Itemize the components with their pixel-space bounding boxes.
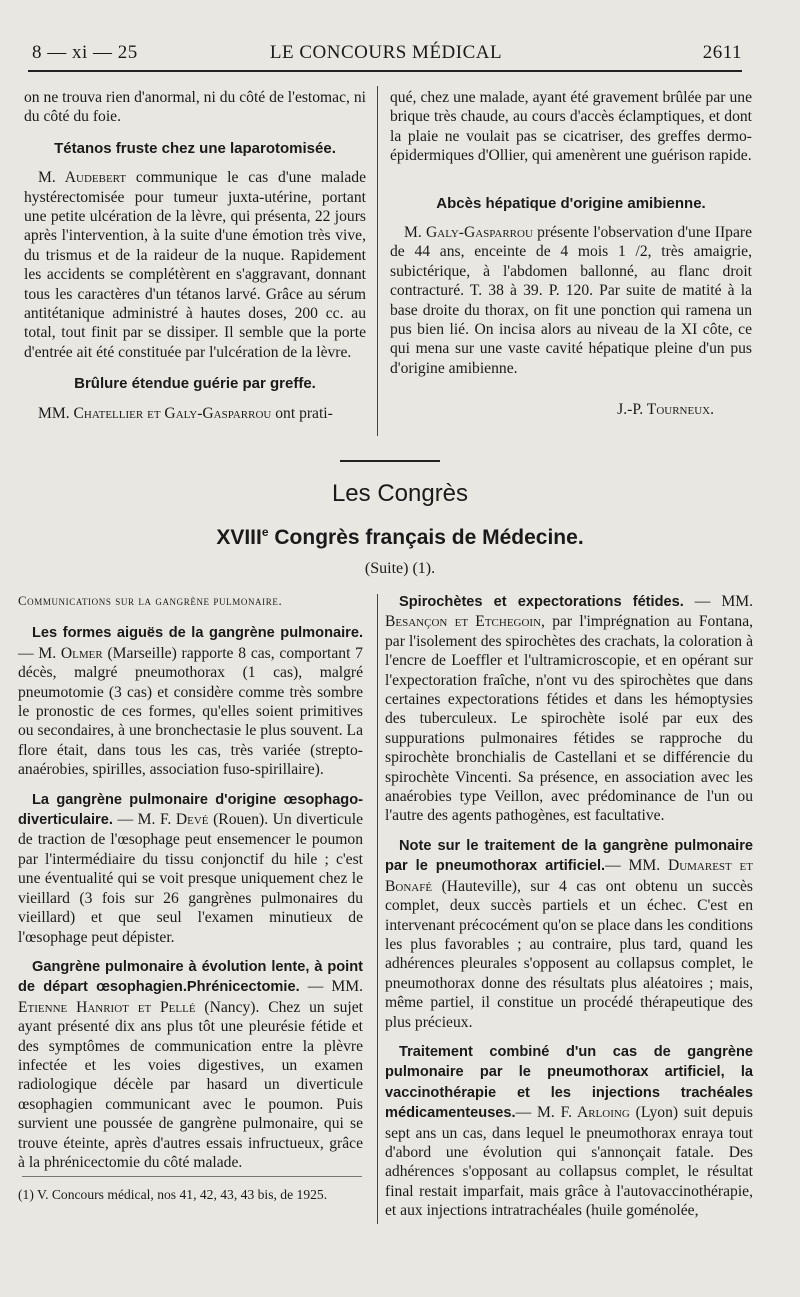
footnote-rule — [22, 1176, 362, 1177]
prefix: MM. — [38, 404, 74, 422]
paragraph-dumarest — [385, 836, 753, 1032]
column-divider-top — [377, 86, 378, 436]
footnote-text: (1) V. Concours médical, nos 41, 42, 43, 43 bis, de 1925. — [18, 1187, 328, 1202]
subtitle-text: Congrès français de Médecine. — [268, 526, 584, 549]
author-name: — M. F. Arloing — [515, 1104, 630, 1122]
footnote — [18, 1186, 363, 1203]
paragraph-text: (Lyon) suit depuis sept ans un cas, dans lequel le pneumothorax enraya tout d'abord une évolution qui s'annonçait fatale. Des adhérences s'opposant au collapsus complet, le résultat final restait imparfait, mais grâce à l'autovaccinothérapie, et aux injections intratrachéales (huile goménolée, — [385, 1104, 753, 1220]
paragraph-heading: La gangrène pulmonaire d'origine œsophago-diverticulaire. — [18, 791, 363, 829]
paragraph: qué, chez une malade, ayant été gravement brûlée par une brique très chaude, au cours d'accès éclamptiques, et dont la plaie ne voulait pas se cicatriser, des greffes dermo-épidermiques d'Ollier, qui amenèrent une guérison rapide. — [390, 89, 752, 165]
author-name: — MM. Besançon et Etchegoin — [385, 593, 753, 631]
paragraph-text: (Hauteville), sur 4 cas ont obtenu un succès complet, deux succès partiels et un échec. C'est en intervenant précocément qu'on se place dans les conditions les plus favorables ; au contraire, plus tard, quand les adhérences pleurales s'opposent au collapsus complet, le pneumothorax donne des résultats plus aléatoires ; mais, même partiel, il constitue un procédé thérapeutique des plus précieux. — [385, 877, 753, 1031]
author-name: Chatellier et Galy-Gasparrou — [73, 404, 272, 422]
heading-abces: Abcès hépatique d'origine amibienne. — [436, 194, 706, 212]
author-name: — M. Olmer — [18, 644, 103, 662]
author-name: M. Audebert — [38, 169, 127, 187]
column-4 — [385, 592, 753, 1221]
paragraph-text: présente l'observation d'une IIpare de 44 ans, enceinte de 4 mois 1 /2, très amaigrie, subictérique, à l'abdomen ballonné, au flanc droit contracturé. T. 38 à 39. P. 120. Par suite de matité à la base droite du thorax, on fit une ponction qui ramena un pus bien lié. On incisa alors au niveau de la XI côte, ce qui mena sur une vaste cavité hépatique pleine d'un pus d'origine amibienne. — [390, 224, 752, 377]
issue-date: 8 — xi — 25 — [32, 42, 138, 63]
journal-title: LE CONCOURS MÉDICAL — [269, 42, 503, 63]
paragraph-deve — [18, 790, 363, 947]
column-1 — [24, 88, 366, 423]
paragraph-olmer — [18, 623, 363, 779]
paragraph-heading: Note sur le traitement de la gangrène pulmonaire par le pneumothorax artificiel. — [385, 837, 753, 875]
paragraph-text: (Nancy). Chez un sujet ayant présenté dix ans plus tôt une pleurésie fétide et des symptômes de communication entre la plèvre infectée et les voies digestives, un examen radiologique décèle par hasard un diverticule œsophagien communicant avec le poumon. Puis survient une poussée de gangrène pulmonaire, qui se trouve éteinte, après d'autres essais infructueux, grâce à la phrénicectomie du côté malade. — [18, 998, 363, 1171]
paragraph-besancon — [385, 592, 753, 826]
paragraph-heading: Spirochètes et expectorations fétides. — [399, 594, 684, 610]
paragraph-abces — [390, 223, 752, 378]
paragraph-arloing — [385, 1042, 753, 1221]
paragraph-text: , par l'imprégnation au Fontana, par l'isolement des spirochètes des crachats, la coloration à l'encre de Loeffler et l'ultramicroscopie, et en opérant sur l'expectoration fraîche, n'ont vu des spirochètes que dans certaines expectorations fétides et dans les hémoptysies des tuberculeux. Le spirochète isolé par eux des suppurations pulmonaires fétides se rapproche du spirochète bronchialis de Castellani et se différencie du spirochète Vincenti. Sa présence, en association avec les anaérobies type Veillon, avec prédominance de l'un ou l'autre des agents pathogènes, est facultative. — [385, 613, 754, 825]
author-name: — M. F. Devé — [112, 811, 209, 829]
paragraph-heading: Les formes aiguës de la gangrène pulmonaire. — [32, 625, 363, 642]
paragraph-brulure — [24, 404, 366, 423]
section-title: Les Congrès — [331, 480, 469, 507]
author-name: — MM. Etienne Hanriot et Pellé — [18, 978, 363, 1016]
section-separator — [340, 460, 440, 462]
ordinal-sup: e — [261, 525, 269, 539]
paragraph-text: ont prati- — [271, 404, 333, 422]
running-header — [30, 40, 742, 66]
paragraph-heading: Traitement combiné d'un cas de gangrène pulmonaire par le pneumothorax artificiel, la vaccinothérapie et les injections trachéales médicamenteuses. — [385, 1043, 753, 1122]
congress-number: XVIII — [216, 526, 262, 549]
header-rule — [28, 70, 742, 72]
author-name: — MM. Dumarest et Bonafé — [385, 857, 753, 895]
paragraph-heading: Gangrène pulmonaire à évolution lente, à point de départ œsophagien.Phrénicectomie. — [18, 958, 363, 996]
heading-tetanos: Tétanos fruste chez une laparotomisée. — [54, 139, 336, 157]
paragraph-text: (Marseille) rapporte 8 cas, comportant 7 décès, malgré pneumothorax (1 cas), malgré pneumotomie (3 cas) et considère comme très sombre le pronostic de ces formes, qu'elles soient primitives ou secondaires, à une bronchectasie le plus souvent. La flore était, dans tous les cas, très variée (strepto-anaérobies, spirilles, association fuso-spirillaire). — [18, 644, 363, 779]
column-2 — [390, 88, 752, 420]
column-3 — [18, 592, 363, 1172]
heading-brulure: Brûlure étendue guérie par greffe. — [74, 375, 316, 393]
author-name: M. Galy-Gasparrou — [404, 224, 533, 242]
suite-note: (Suite) (1). — [364, 560, 436, 577]
paragraph-text: communique le cas d'une malade hystérectomisée pour tumeur juxta-utérine, portant une petite ulcération de la lèvre, qui présenta, 22 jours après l'intervention, à la suite d'une émotion très vive, du trismus et de la raideur de la nuque. Rapidement les accidents se complétèrent en s'aggravant, donnant tous les caractères d'un tétanos larvé. Grâce au sérum antitétanique administré à hautes doses, 200 cc. au total, tout finit par se dissiper. Il semble que la porte d'entrée ait été constituée par l'ulcération de la lèvre. — [24, 169, 367, 361]
column-divider-bottom — [377, 594, 378, 1224]
communications-heading: Communications sur la gangrène pulmonaire. — [18, 594, 283, 608]
page-number: 2611 — [702, 42, 742, 63]
paragraph-hanriot — [18, 957, 363, 1172]
section-subtitle — [0, 525, 800, 550]
paragraph-text: (Rouen). Un diverticule de traction de l'œsophage peut ensemencer le poumon par l'intermédiaire du tissu conjonctif du hile ; c'est une éventualité qui se voit presque uniquement chez le vieillard (3 fois sur 26 gangrènes pulmonaires du vieillard) et que seul l'examen minutieux de l'œsophage peut dépister. — [18, 811, 363, 946]
signature: J.-P. Tourneux. — [617, 401, 714, 419]
paragraph-tetanos — [24, 168, 366, 362]
paragraph: on ne trouva rien d'anormal, ni du côté de l'estomac, ni du côté du foie. — [24, 89, 366, 126]
